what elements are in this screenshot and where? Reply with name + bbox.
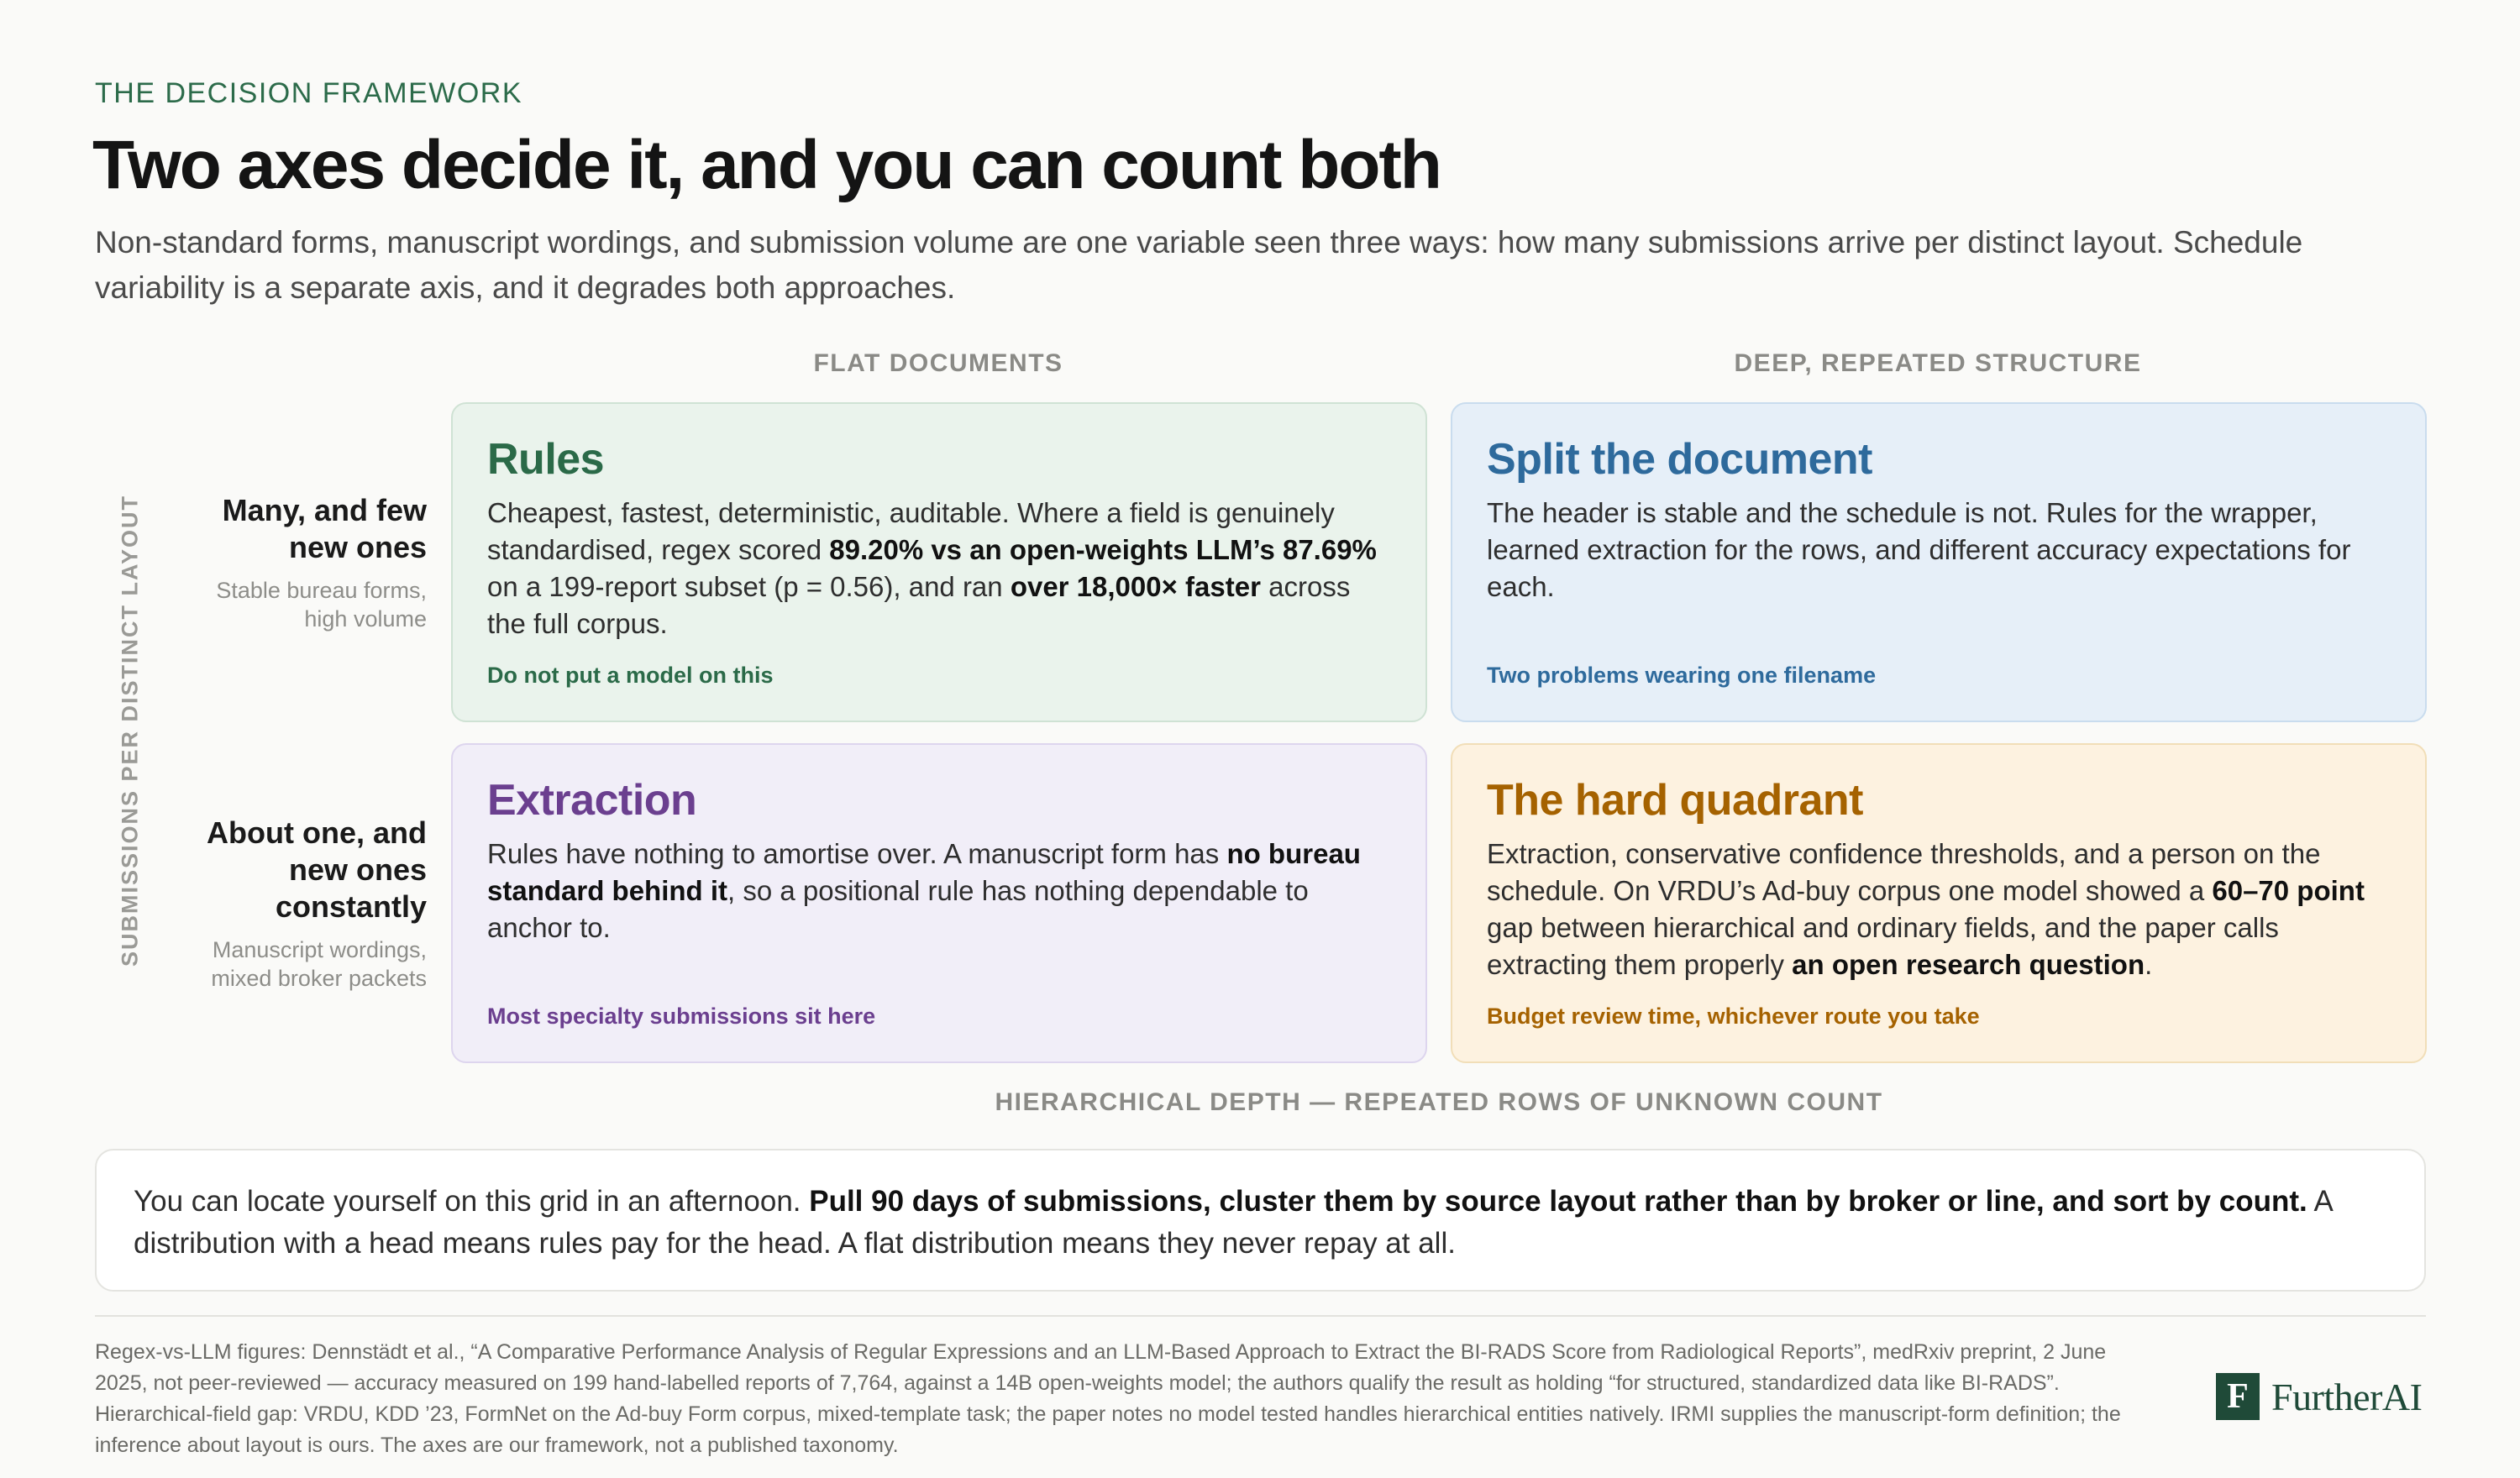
emphasis-text: over 18,000× faster <box>1010 571 1261 602</box>
quadrant-body <box>487 495 1392 642</box>
quadrant-title: Split the document <box>1487 435 1872 484</box>
brand-name: FurtherAI <box>2271 1375 2423 1418</box>
quadrant-footer: Most specialty submissions sit here <box>487 1004 876 1029</box>
quadrant-footer: Two problems wearing one filename <box>1487 663 1877 688</box>
row-label-low-volume <box>175 815 427 993</box>
footnote: Regex-vs-LLM figures: Dennstädt et al., “A Comparative Performance Analysis of Regular Expressions and an LLM-Based Approach to Extract the BI-RADS Score from Radiological Reports”, medRxiv preprint, 2 June 2025, not peer-reviewed — accuracy measured on 199 hand-labelled reports of 7,764, against a 14B open-weights model; the authors qualify the result as holding “for structured, standardized data like BI-RADS”. Hierarchical-field gap: VRDU, KDD ’23, FormNet on the Ad-buy Form corpus, mixed-template task; the paper notes no model tested handles hierarchical entities natively. IRMI supplies the manuscript-form definition; the inference about layout is ours. The axes are our framework, not a published taxonomy. <box>95 1340 2121 1457</box>
row-label-title: Many, and few new ones <box>222 493 427 564</box>
body-text: across the full corpus. <box>487 571 1351 639</box>
body-text: gap between hierarchical and ordinary fields, and the paper calls extracting them properly <box>1487 912 2279 980</box>
quadrant-title: The hard quadrant <box>1487 776 1863 825</box>
emphasis-text: 89.20% vs an open-weights LLM’s 87.69% <box>829 534 1377 565</box>
body-text: You can locate yourself on this grid in an afternoon. <box>134 1185 810 1218</box>
quadrant-rules <box>451 402 1427 722</box>
page-title: Two axes decide it, and you can count both <box>92 127 1441 203</box>
column-header-flat: FLAT DOCUMENTS <box>813 349 1063 377</box>
body-text: , so a positional rule has nothing dependable to anchor to. <box>487 875 1309 943</box>
x-axis-label: HIERARCHICAL DEPTH — REPEATED ROWS OF UNKNOWN COUNT <box>995 1088 1883 1116</box>
column-header-deep: DEEP, REPEATED STRUCTURE <box>1734 349 2142 377</box>
quadrant-footer: Budget review time, whichever route you take <box>1487 1004 1980 1029</box>
body-text: Rules have nothing to amortise over. A manuscript form has <box>487 838 1227 869</box>
quadrant-title: Extraction <box>487 776 697 825</box>
divider <box>95 1315 2426 1317</box>
emphasis-text: Pull 90 days of submissions, cluster them by source layout rather than by broker or line, and sort by count. <box>809 1185 2307 1218</box>
row-label-subtitle: Stable bureau forms, high volume <box>216 578 427 632</box>
callout-box <box>95 1149 2426 1292</box>
body-text: Cheapest, fastest, deterministic, auditable. Where a field is genuinely standardised, regex scored <box>487 497 1335 565</box>
intro-paragraph: Non-standard forms, manuscript wordings, and submission volume are one variable seen three ways: how many submissions arrive per distinct layout. Schedule variability is a separate axis, and it degrades both approaches. <box>95 225 2303 305</box>
quadrant-split-document <box>1451 402 2427 722</box>
quadrant-title: Rules <box>487 435 605 484</box>
body-text: . <box>2145 949 2153 980</box>
quadrant-hard <box>1451 743 2427 1063</box>
body-text: Extraction, conservative confidence thresholds, and a person on the schedule. On VRDU’s Ad-buy corpus one model showed a <box>1487 838 2321 906</box>
emphasis-text: no bureau standard behind it <box>487 838 1361 906</box>
quadrant-body <box>487 836 1392 946</box>
quadrant-body <box>1487 836 2391 983</box>
y-axis-label-text: SUBMISSIONS PER DISTINCT LAYOUT <box>117 494 143 967</box>
logo-mark-icon: F <box>2216 1373 2260 1420</box>
body-text: A distribution with a head means rules pay for the head. A flat distribution means they never repay at all. <box>134 1185 2332 1260</box>
emphasis-text: 60–70 point <box>2212 875 2365 906</box>
quadrant-extraction <box>451 743 1427 1063</box>
section-eyebrow: THE DECISION FRAMEWORK <box>95 77 523 109</box>
row-label-subtitle: Manuscript wordings, mixed broker packets <box>211 937 427 991</box>
row-label-high-volume <box>175 492 427 633</box>
brand-logo <box>2216 1372 2422 1421</box>
body-text: on a 199-report subset (p = 0.56), and ran <box>487 571 1011 602</box>
body-text: The header is stable and the schedule is not. Rules for the wrapper, learned extraction for the rows, and different accuracy expectations for each. <box>1487 497 2351 602</box>
row-label-title: About one, and new ones constantly <box>207 815 427 924</box>
quadrant-body <box>1487 495 2391 605</box>
emphasis-text: an open research question <box>1792 949 2145 980</box>
quadrant-footer: Do not put a model on this <box>487 663 774 688</box>
